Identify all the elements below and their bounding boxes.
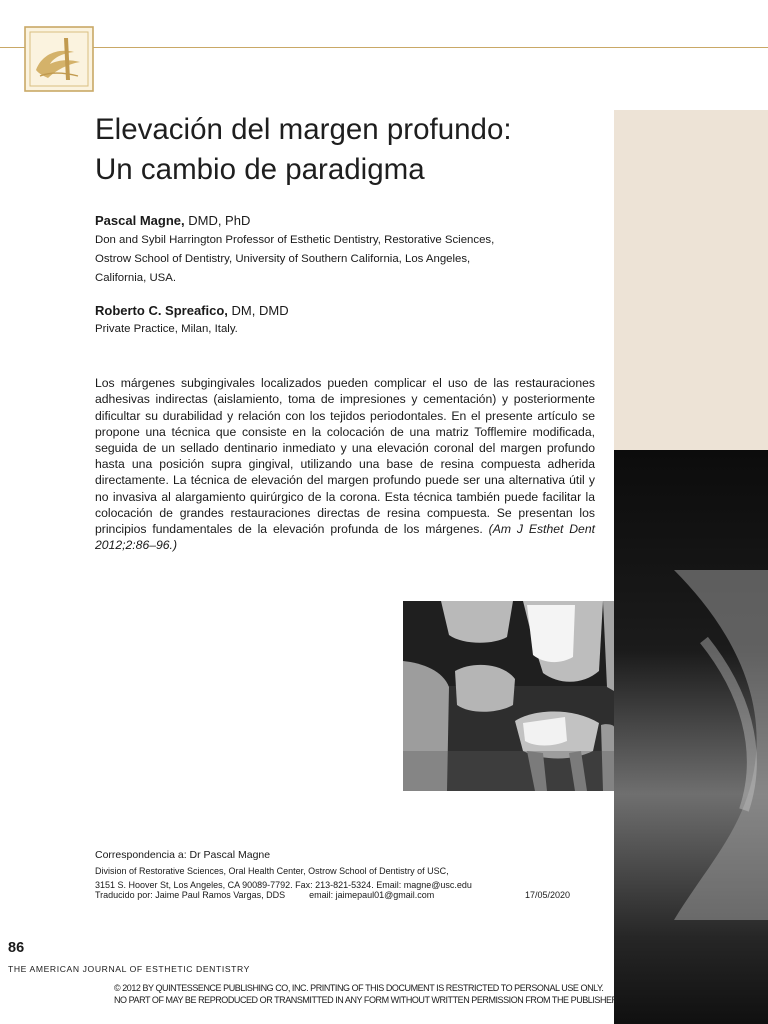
- affiliation-line: Ostrow School of Dentistry, University of Southern California, Los Angeles,: [95, 253, 471, 265]
- author-2-degrees: DM, DMD: [227, 303, 289, 318]
- header-rule: [0, 47, 768, 48]
- author-1-degrees: DMD, PhD: [184, 213, 251, 228]
- side-photo-strip: [614, 450, 768, 1024]
- page-number: 86: [8, 940, 25, 956]
- abstract-citation: (Am J Esthet Dent 2012;2:86–96.): [95, 522, 595, 553]
- abstract-text: Los márgenes subgingivales localizados pueden complicar el uso de las restauraciones adhesivas indirectas (aislamiento, toma de impresiones y cementación) y posteriormente dificultar su durabilidad y relación con los tejidos periodontales. En el presente artículo se propone una técnica que consiste en la colocación de una matriz Tofflemire modificada, seguida de un sellado dentinario inmediato y una elevación coronal del margen profundo hasta una posición supra gingival, utilizando una base de resina compuesta adherida directamente. La técnica de elevación del margen profundo puede ser una alternativa útil y no invasiva al alargamiento quirúrgico de la corona. Esta técnica también puede facilitar la colocación de grandes restauraciones directas de resina compuesta. Se presentan los principios fundamentales de la elevación profunda de los márgenes.: [95, 376, 595, 537]
- translator-email: email: jaimepaul01@gmail.com: [309, 890, 435, 900]
- copyright-notice: [114, 982, 620, 1006]
- author-1-name: Pascal Magne,: [95, 213, 185, 228]
- translation-date: 17/05/2020: [524, 890, 570, 900]
- affiliation-line: California, USA.: [95, 272, 177, 284]
- affiliation-line: Don and Sybil Harrington Professor of Esthetic Dentistry, Restorative Sciences,: [95, 234, 495, 246]
- author-2: [95, 303, 289, 318]
- side-panel: [614, 110, 768, 450]
- correspondence-line: 3151 S. Hoover St, Los Angeles, CA 90089-7792. Fax: 213-821-5324. Email: magne@usc.edu: [95, 880, 472, 890]
- translator-name: Traducido por: Jaime Paul Ramos Vargas, DDS: [95, 890, 286, 900]
- journal-name: THE AMERICAN JOURNAL OF ESTHETIC DENTISTRY: [8, 964, 250, 974]
- correspondence-heading: Correspondencia a: Dr Pascal Magne: [95, 849, 271, 861]
- copyright-line: © 2012 BY QUINTESSENCE PUBLISHING CO, INC. PRINTING OF THIS DOCUMENT IS RESTRICTED TO PERSONAL USE ONLY.: [114, 983, 604, 993]
- author-2-affiliation: [95, 320, 238, 339]
- journal-logo-icon: [24, 26, 94, 92]
- author-1-affiliation: [95, 231, 494, 288]
- correspondence-line: Division of Restorative Sciences, Oral Health Center, Ostrow School of Dentistry of USC,: [95, 866, 449, 876]
- author-1: [95, 213, 250, 228]
- title-line-1: Elevación del margen profundo:: [95, 113, 512, 146]
- dental-radiograph: [403, 601, 614, 791]
- abstract: [95, 375, 595, 553]
- article-title: [95, 110, 512, 190]
- copyright-line: NO PART OF MAY BE REPRODUCED OR TRANSMITTED IN ANY FORM WITHOUT WRITTEN PERMISSION FROM THE PUBLISHER.: [114, 995, 620, 1005]
- translator-line: [95, 890, 570, 900]
- affiliation-line: Private Practice, Milan, Italy.: [95, 323, 238, 335]
- author-2-name: Roberto C. Spreafico,: [95, 303, 228, 318]
- title-line-2: Un cambio de paradigma: [95, 153, 425, 186]
